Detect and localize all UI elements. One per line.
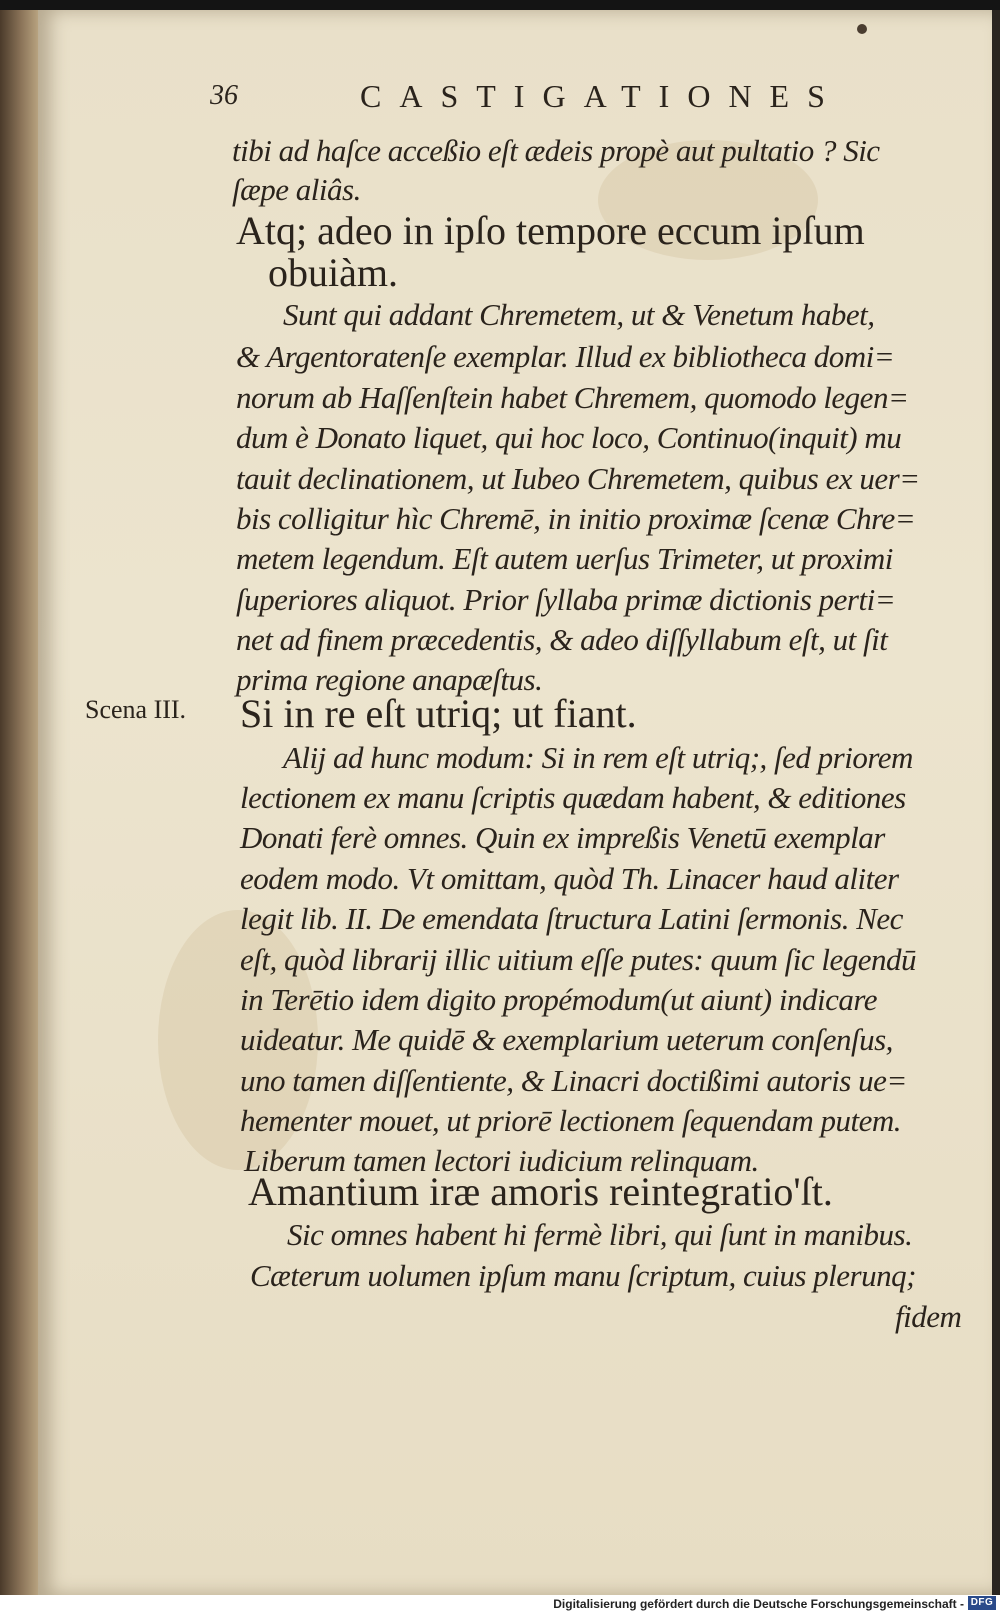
text-line: ſæpe aliâs. xyxy=(232,172,361,207)
text-line: norum ab Haſſenſtein habet Chremem, quomodo legen= xyxy=(236,380,909,415)
text-line: metem legendum. Eſt autem uerſus Trimeter, ut proximi xyxy=(236,541,893,576)
text-line: & Argentoratenſe exemplar. Illud ex bibliotheca domi= xyxy=(236,339,895,374)
page-header xyxy=(210,78,843,120)
lemma-line: obuiàm. xyxy=(268,250,398,295)
text-line: Liberum tamen lectori iudicium relinquam. xyxy=(244,1143,759,1178)
lemma-line: Atq; adeo in ipſo tempore eccum ipſum xyxy=(236,208,865,253)
text-line: eſt, quòd librarij illic uitium eſſe putes: quum ſic legendū xyxy=(240,942,917,977)
text-line: Alij ad hunc modum: Si in rem eſt utriq;, ſed priorem xyxy=(283,740,913,775)
page-edge xyxy=(992,10,1000,1595)
text-line: legit lib. II. De emendata ſtructura Latini ſermonis. Nec xyxy=(240,901,903,936)
text-line: Sunt qui addant Chremetem, ut & Venetum habet, xyxy=(283,297,875,332)
digitization-footer xyxy=(0,1595,1000,1613)
text-line: prima regione anapæſtus. xyxy=(236,662,543,697)
text-line: tauit declinationem, ut Iubeo Chremetem, quibus ex uer= xyxy=(236,461,920,496)
catchword: fidem xyxy=(895,1299,962,1334)
text-line: eodem modo. Vt omittam, quòd Th. Linacer haud aliter xyxy=(240,861,899,896)
text-line: tibi ad haſce acceßio eſt ædeis propè aut pultatio ? Sic xyxy=(232,133,880,168)
book-spine xyxy=(0,10,38,1595)
funding-credit: Digitalisierung gefördert durch die Deutsche Forschungsgemeinschaft - xyxy=(553,1597,964,1611)
folio-number: 36 xyxy=(210,80,238,111)
text-line: dum è Donato liquet, qui hoc loco, Continuo(inquit) mu xyxy=(236,420,902,455)
lemma-line: Amantium iræ amoris reintegratio'ſt. xyxy=(248,1169,833,1214)
margin-note-scene: Scena III. xyxy=(85,695,187,724)
running-title: CASTIGATIONES xyxy=(360,78,843,114)
text-line: bis colligitur hìc Chremē, in initio proximæ ſcenæ Chre= xyxy=(236,501,916,536)
text-line: ſuperiores aliquot. Prior ſyllaba primæ dictionis perti= xyxy=(236,582,896,617)
text-line: Donati ferè omnes. Quin ex impreßis Venetū exemplar xyxy=(240,820,885,855)
text-line: lectionem ex manu ſcriptis quædam habent, & editiones xyxy=(240,780,906,815)
text-line: hementer mouet, ut priorē lectionem ſequendam putem. xyxy=(240,1103,901,1138)
dfg-logo-icon: DFG xyxy=(968,1596,996,1610)
text-line: in Terētio idem digito propémodum(ut aiunt) indicare xyxy=(240,982,878,1017)
text-line: uideatur. Me quidē & exemplarium ueterum conſenſus, xyxy=(240,1022,893,1057)
lemma-line: Si in re eſt utriq; ut fiant. xyxy=(240,691,637,736)
top-scan-border xyxy=(0,0,1000,10)
text-line: uno tamen diſſentiente, & Linacri doctißimi autoris ue= xyxy=(240,1063,907,1098)
ink-spot xyxy=(857,24,867,34)
text-line: Sic omnes habent hi fermè libri, qui ſunt in manibus. xyxy=(287,1217,913,1252)
text-line: net ad finem præcedentis, & adeo diſſyllabum eſt, ut ſit xyxy=(236,622,888,657)
text-line: Cæterum uolumen ipſum manu ſcriptum, cuius plerunq; xyxy=(250,1258,916,1293)
